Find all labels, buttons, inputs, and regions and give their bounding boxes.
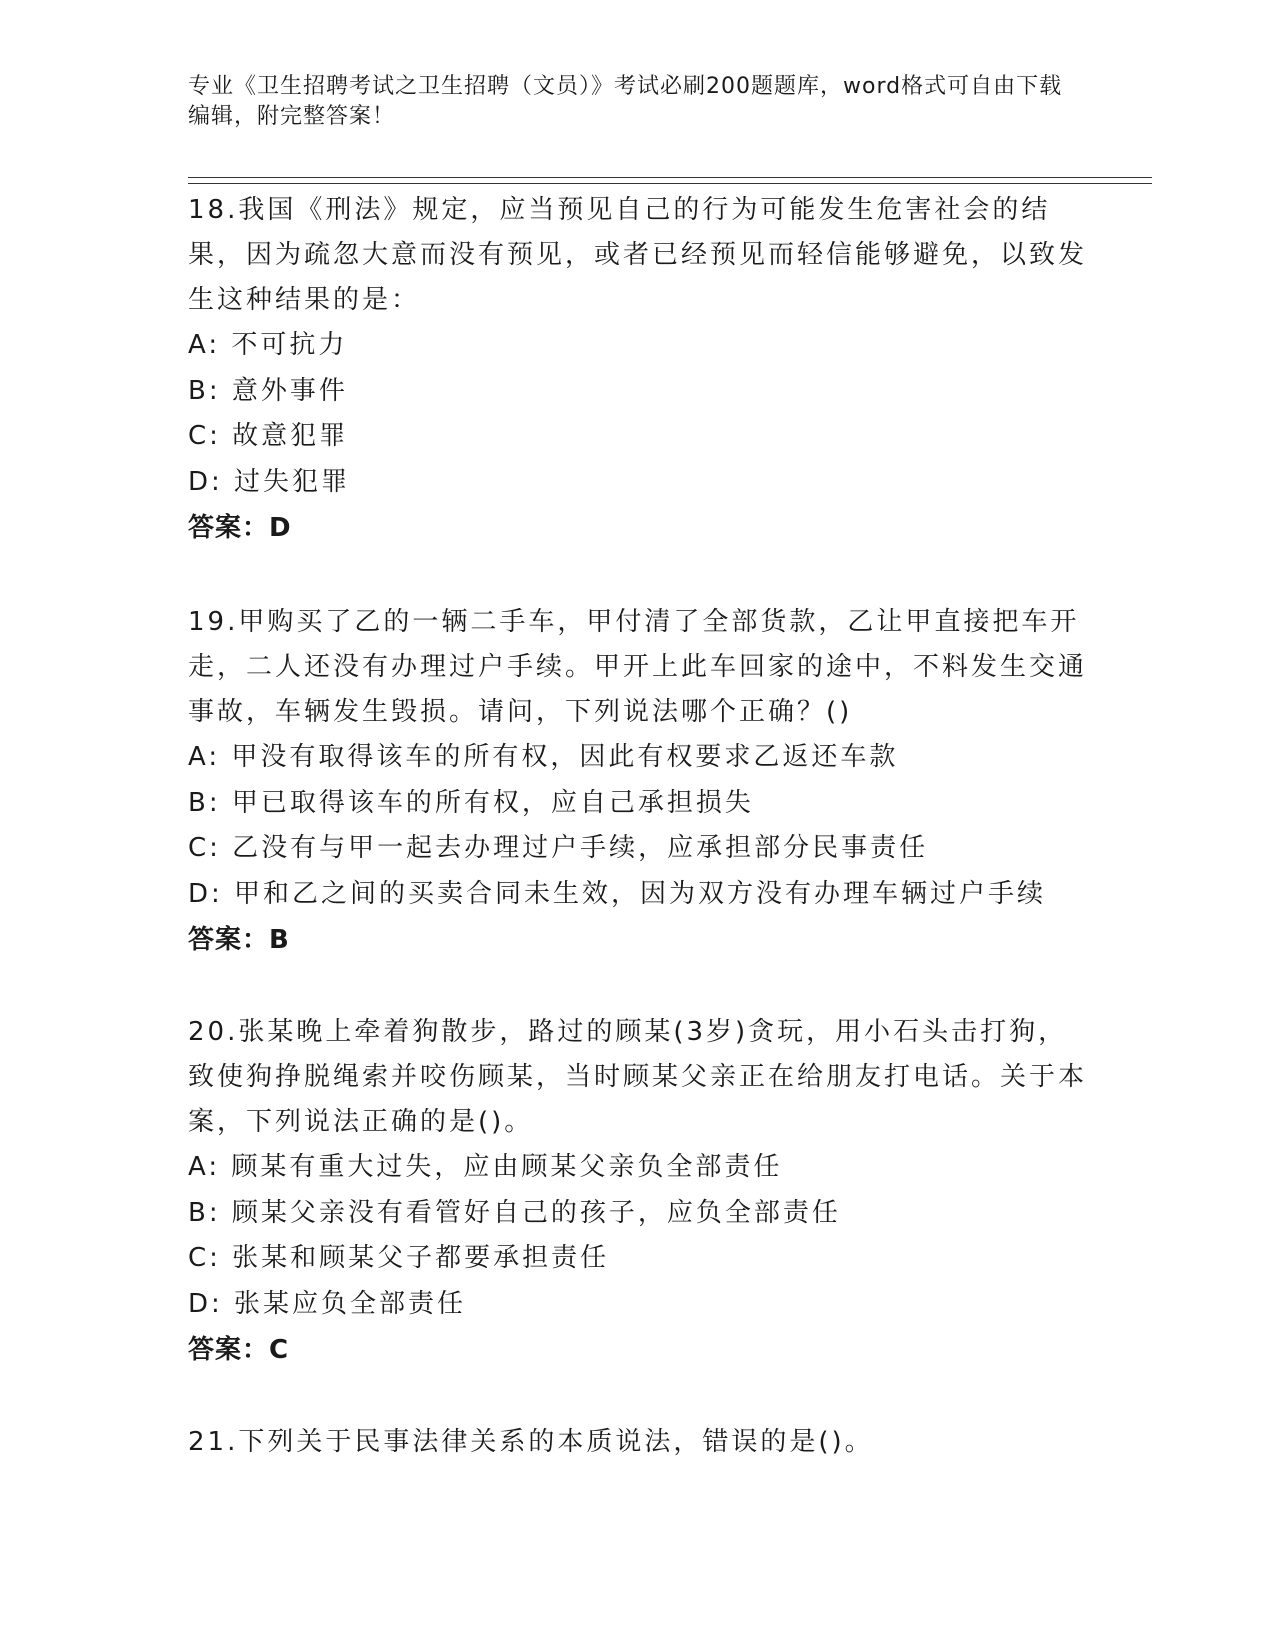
option-a: A: 甲没有取得该车的所有权，因此有权要求乙返还车款 <box>188 742 899 772</box>
option-d: D: 甲和乙之间的买卖合同未生效，因为双方没有办理车辆过户手续 <box>188 878 1047 909</box>
option-a: A: 不可抗力 <box>188 330 348 360</box>
option-b: B: 甲已取得该车的所有权，应自己承担损失 <box>188 787 754 818</box>
answer: 答案：D <box>188 513 292 543</box>
answer: 答案：B <box>188 925 290 955</box>
option-b: B: 顾某父亲没有看管好自己的孩子，应负全部责任 <box>188 1197 841 1228</box>
question-text: 20.张某晚上牵着狗散步，路过的顾某(3岁)贪玩，用小石头击打狗，致使狗挣脱绳索并咬伤顾某，当时顾某父亲正在给朋友打电话。关于本案，下列说法正确的是()。 <box>188 1017 1088 1137</box>
document-header: 专业《卫生招聘考试之卫生招聘（文员）》考试必刷200题题库，word格式可自由下载编辑，附完整答案！ <box>188 74 1063 129</box>
option-c: C: 乙没有与甲一起去办理过户手续，应承担部分民事责任 <box>188 833 929 863</box>
header-divider-top <box>188 177 1152 178</box>
question-18 <box>188 188 1088 551</box>
question-20 <box>188 1010 1088 1373</box>
answer: 答案：C <box>188 1335 290 1365</box>
option-d: D: 过失犯罪 <box>188 466 351 497</box>
question-19 <box>188 600 1088 963</box>
option-a: A: 顾某有重大过失，应由顾某父亲负全部责任 <box>188 1152 783 1182</box>
option-c: C: 故意犯罪 <box>188 421 349 451</box>
header-divider-bottom <box>188 183 1152 184</box>
option-b: B: 意外事件 <box>188 375 348 406</box>
question-text: 18.我国《刑法》规定，应当预见自己的行为可能发生危害社会的结果，因为疏忽大意而没有预见，或者已经预见而轻信能够避免，以致发生这种结果的是： <box>188 195 1088 315</box>
question-21 <box>188 1420 1088 1465</box>
question-text: 21.下列关于民事法律关系的本质说法，错误的是()。 <box>188 1427 874 1457</box>
question-text: 19.甲购买了乙的一辆二手车，甲付清了全部货款，乙让甲直接把车开走，二人还没有办理过户手续。甲开上此车回家的途中，不料发生交通事故，车辆发生毁损。请问，下列说法哪个正确？() <box>188 607 1088 727</box>
option-d: D: 张某应负全部责任 <box>188 1288 467 1319</box>
option-c: C: 张某和顾某父子都要承担责任 <box>188 1243 610 1273</box>
